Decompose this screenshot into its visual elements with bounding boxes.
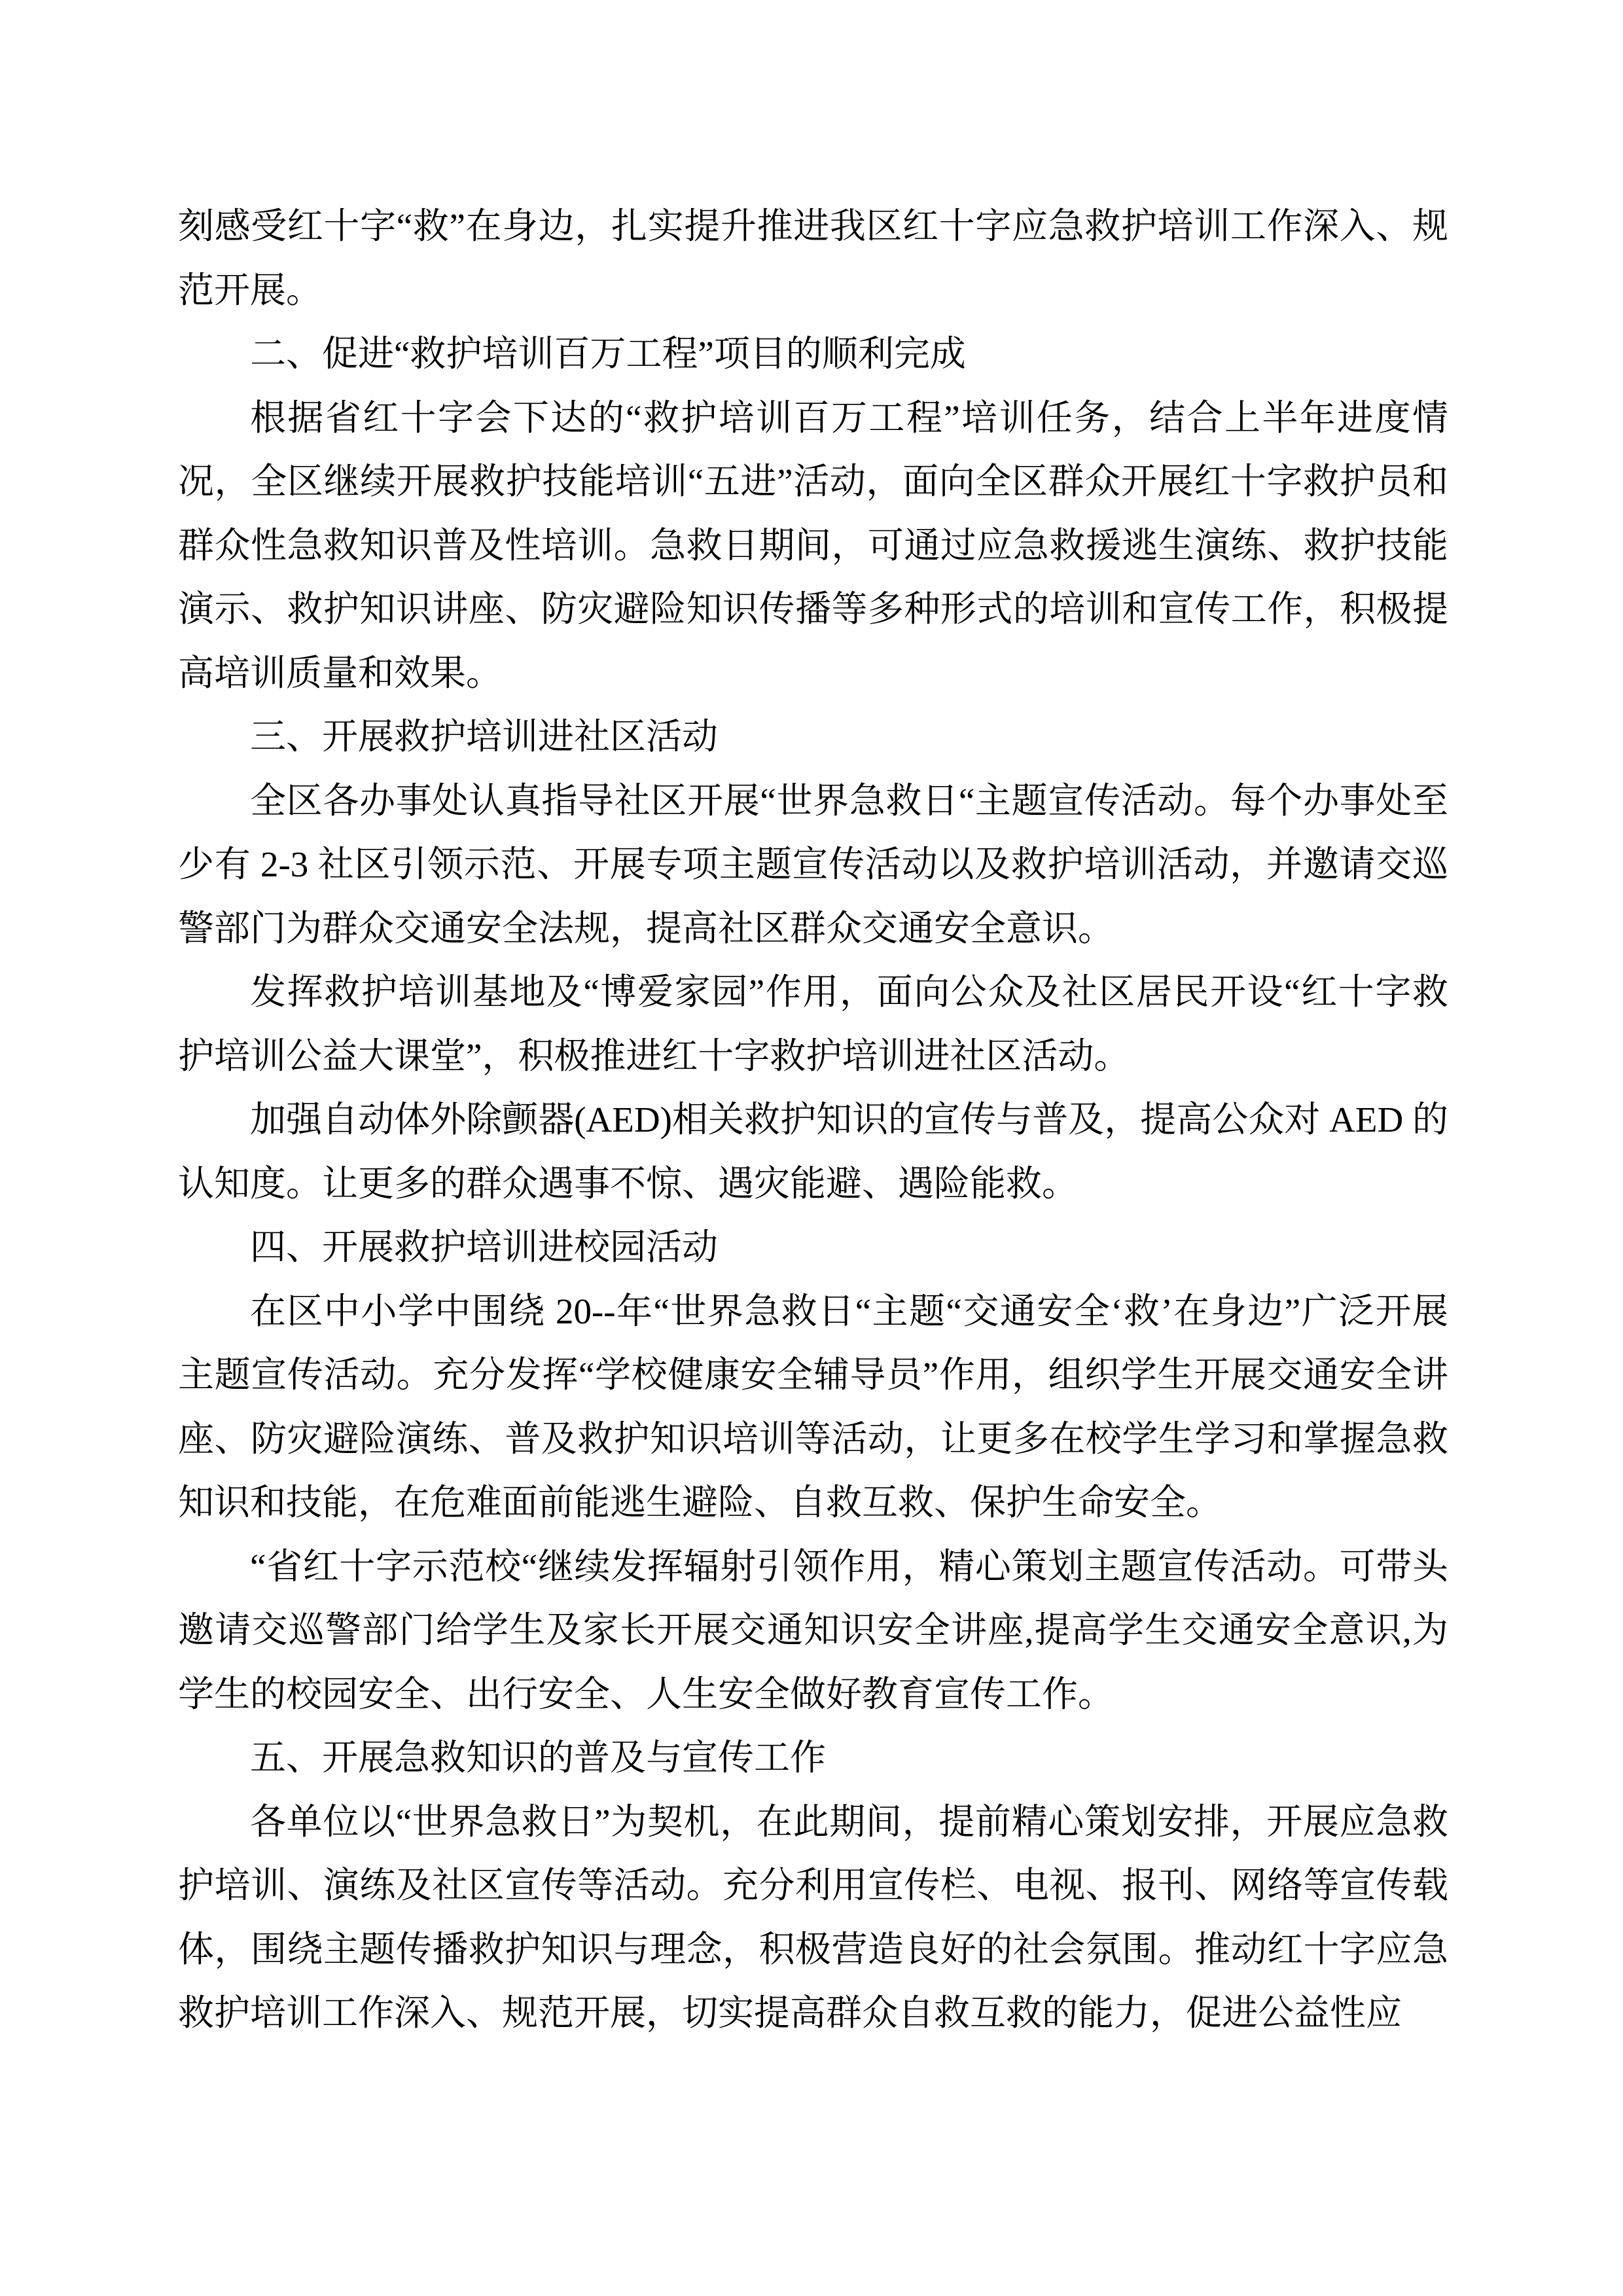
paragraph: “省红十字示范校“继续发挥辐射引领作用，精心策划主题宣传活动。可带头邀请交巡警部门给学生及家长开展交通知识安全讲座,提高学生交通安全意识,为学生的校园安全、出行安全、人生安全做好教育宣传工作。 bbox=[178, 1546, 1448, 1714]
paragraph: 在区中小学中围绕 20--年“世界急救日“主题“交通安全‘救’在身边”广泛开展主题宣传活动。充分发挥“学校健康安全辅导员”作用，组织学生开展交通安全讲座、防灾避险演练、普及救护知识培训等活动，让更多在校学生学习和掌握急救知识和技能，在危难面前能逃生避险、自救互救、保护生命安全。 bbox=[178, 1291, 1448, 1522]
section-heading-5: 五、开展急救知识的普及与宣传工作 bbox=[250, 1738, 827, 1778]
document-body bbox=[178, 194, 1448, 2045]
paragraph: 发挥救护培训基地及“博爱家园”作用，面向公众及社区居民开设“红十字救护培训公益大课堂”，积极推进红十字救护培训进社区活动。 bbox=[178, 972, 1448, 1076]
paragraph: 根据省红十字会下达的“救护培训百万工程”培训任务，结合上半年进度情况，全区继续开展救护技能培训“五进”活动，面向全区群众开展红十字救护员和群众性急救知识普及性培训。急救日期间，可通过应急救援逃生演练、救护技能演示、救护知识讲座、防灾避险知识传播等多种形式的培训和宣传工作，积极提高培训质量和效果。 bbox=[178, 397, 1448, 693]
paragraph-continuation: 刻感受红十字“救”在身边，扎实提升推进我区红十字应急救护培训工作深入、规范开展。 bbox=[178, 206, 1448, 310]
section-heading-2: 二、促进“救护培训百万工程”项目的顺利完成 bbox=[250, 334, 966, 374]
paragraph: 各单位以“世界急救日”为契机，在此期间，提前精心策划安排，开展应急救护培训、演练及社区宣传等活动。充分利用宣传栏、电视、报刊、网络等宣传载体，围绕主题传播救护知识与理念，积极营造良好的社会氛围。推动红十字应急救护培训工作深入、规范开展，切实提高群众自救互救的能力，促进公益性应 bbox=[178, 1801, 1448, 2033]
section-heading-3: 三、开展救护培训进社区活动 bbox=[250, 717, 719, 757]
section-heading-4: 四、开展救护培训进校园活动 bbox=[250, 1227, 719, 1267]
paragraph: 加强自动体外除颤器(AED)相关救护知识的宣传与普及，提高公众对 AED 的认知度。让更多的群众遇事不惊、遇灾能避、遇险能救。 bbox=[178, 1100, 1448, 1204]
paragraph: 全区各办事处认真指导社区开展“世界急救日“主题宣传活动。每个办事处至少有 2-3 社区引领示范、开展专项主题宣传活动以及救护培训活动，并邀请交巡警部门为群众交通安全法规，提高社区群众交通安全意识。 bbox=[178, 780, 1448, 948]
